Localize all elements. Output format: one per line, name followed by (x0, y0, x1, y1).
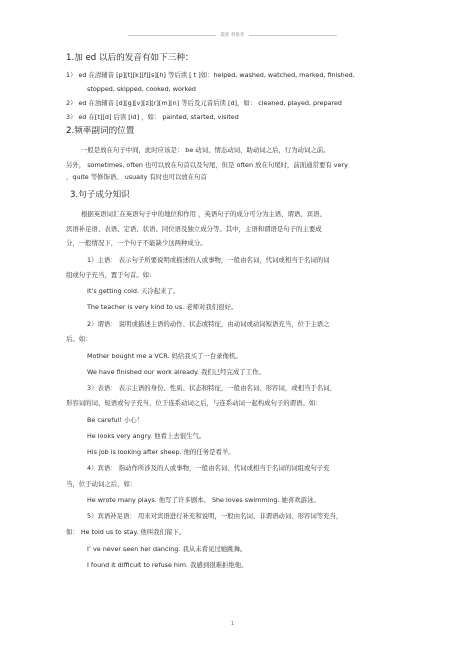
section3-line: 根据英语词汇在英语句子中的地位和作用 ，英语句子的成分可分为主语、谓语、宾语、 (81, 210, 326, 218)
section1-title: 1.加 ed 以后的发音有如下三种： (66, 53, 194, 63)
section2-title: 2.频率副词的位置 (66, 126, 135, 136)
section3-line: 3）表语： 表示主语的身份、性质、状态和特征，一般由名词、形容词，或相当于名词、 (87, 384, 336, 392)
section2-line: 一般是放在句子中间，此时应该是： be 动词、情态动词、助动词之后，行为动词之前。 (81, 146, 330, 154)
section3-line: 形容词的词、短语或句子充当，位于连系动词之后，与连系动词一起构成句子的谓语。如： (66, 399, 322, 407)
section1-line: 1） ed 在清辅音 [p][t][k][f][s][h] 等后读 [ t ]如：helped, washed, watched, marked, finished, (66, 71, 355, 79)
section1-line: 2） ed 在浊辅音 [d][g][v][z][r][m][n] 等后及元音后读 [d]，如： cleaned, played, prepared (66, 99, 342, 107)
page-header (0, 30, 465, 40)
section3-line: 如： He told us to stay. 他叫我们留下。 (66, 528, 186, 536)
section3-title: 3.句子成分知识 (70, 190, 130, 200)
example-sentence: Be careful! 小心！ (87, 416, 144, 424)
section3-line: 宾语补足语、表语、定语、状语、同位语及独立成分等。其中，主语和谓语是句子的主要成 (66, 225, 322, 233)
section3-line: 当，位于动词之后，如： (66, 480, 137, 488)
section2-line: 另外， sometimes, often 也可以放在句首以及句尾，但是 often 放在句尾时，前面通常要有 very (66, 161, 348, 169)
section1-line: 3） ed 在[t][d] 后读 [id] ，如： painted, started, visited (66, 113, 239, 121)
section3-line: 分，一般情况下，一个句子不能缺少这两种成分。 (66, 239, 207, 247)
section3-line: 后。如： (66, 335, 92, 343)
example-sentence: It’s getting cold. 天冷起来了。 (87, 287, 180, 295)
example-sentence: Mother bought me a VCR. 妈给我买了一台录像机。 (87, 352, 242, 360)
section1-line: stopped, skipped, cooked, worked (87, 85, 196, 93)
example-sentence: I found it difficult to refuse him. 我感到很难拒绝他。 (87, 561, 248, 569)
header-rule-right (249, 35, 337, 36)
header-text: 最新 料推荐 (220, 33, 245, 38)
example-sentence: I’ ve never seen her dancing. 我从未看见过她跳舞。 (87, 545, 247, 553)
example-sentence: His job is looking after sheep. 他的任务是看羊。 (87, 448, 235, 456)
section3-line: 组或句子充当，置于句首。如： (66, 271, 156, 279)
example-sentence: The teacher is very kind to us. 老师对我们很好。 (87, 303, 238, 311)
example-sentence: We have finished our work already. 我们已经完成了工作。 (87, 368, 265, 376)
section2-line: ，quite 等修饰语。 usually 有时也可以放在句首 (66, 173, 207, 181)
page-number: 1 (230, 621, 235, 627)
example-sentence: He wrote many plays. 他写了许多剧本。 She loves swimming. 她喜欢游泳。 (87, 496, 320, 504)
header-rule-left (128, 35, 216, 36)
section3-line: 4）宾语： 指动作所涉及的人或事物，一般由名词、代词或相当于名词的词组或句子充 (87, 464, 330, 472)
section3-line: 5）宾语补足语： 用来对宾语进行补充和说明，一般由名词、非谓语动词、形容词等充当， (87, 512, 343, 520)
section3-line: 2）谓语： 说明或描述主语的动作、状态或特征，由动词或动词短语充当，位于主语之 (87, 320, 330, 328)
section3-line: 1）主语： 表示句子所要说明或描述的人或事物，一般由名词，代词或相当于名词的词 (87, 256, 330, 264)
example-sentence: He looks very angry. 他看上去很生气。 (87, 432, 206, 440)
